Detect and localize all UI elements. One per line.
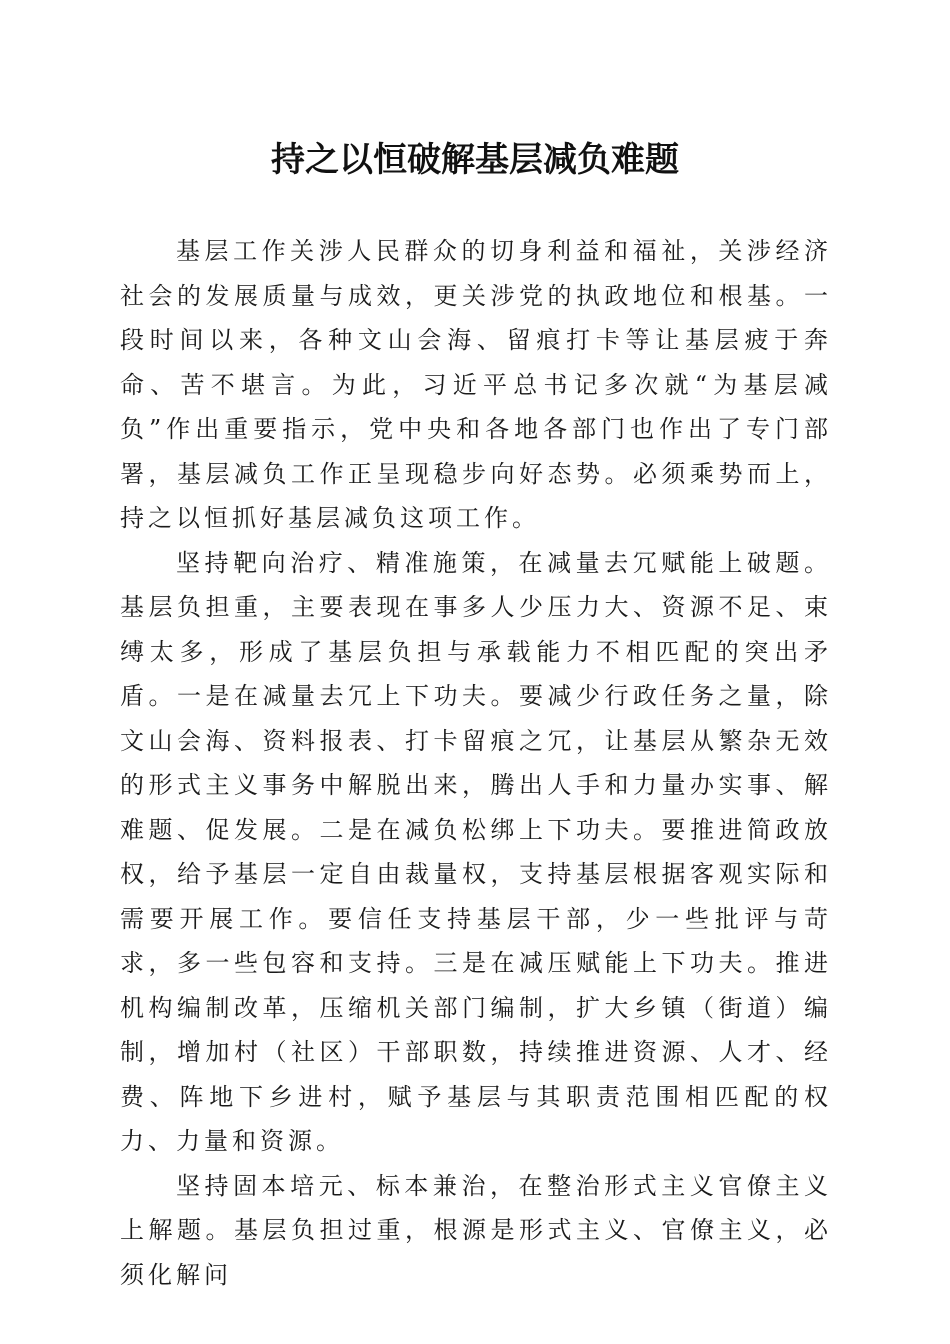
- document-body: [120, 229, 832, 1297]
- paragraph-3: 坚持固本培元、标本兼治，在整治形式主义官僚主义上解题。基层负担过重，根源是形式主义、官僚主义，必须化解问: [120, 1171, 832, 1289]
- document-title: 持之以恒破解基层减负难题: [271, 140, 679, 180]
- paragraph-1: 基层工作关涉人民群众的切身利益和福祉，关涉经济社会的发展质量与成效，更关涉党的执政地位和根基。一段时间以来，各种文山会海、留痕打卡等让基层疲于奔命、苦不堪言。为此，习近平总书记多次就“为基层减负”作出重要指示，党中央和各地各部门也作出了专门部署，基层减负工作正呈现稳步向好态势。必须乘势而上，持之以恒抓好基层减负这项工作。: [120, 237, 832, 532]
- paragraph-2: 坚持靶向治疗、精准施策，在减量去冗赋能上破题。基层负担重，主要表现在事多人少压力大、资源不足、束缚太多，形成了基层负担与承载能力不相匹配的突出矛盾。一是在减量去冗上下功夫。要减少行政任务之量，除文山会海、资料报表、打卡留痕之冗，让基层从繁杂无效的形式主义事务中解脱出来，腾出人手和力量办实事、解难题、促发展。二是在减负松绑上下功夫。要推进简政放权，给予基层一定自由裁量权，支持基层根据客观实际和需要开展工作。要信任支持基层干部，少一些批评与苛求，多一些包容和支持。三是在减压赋能上下功夫。推进机构编制改革，压缩机关部门编制，扩大乡镇（街道）编制，增加村（社区）干部职数，持续推进资源、人才、经费、阵地下乡进村，赋予基层与其职责范围相匹配的权力、力量和资源。: [120, 548, 832, 1155]
